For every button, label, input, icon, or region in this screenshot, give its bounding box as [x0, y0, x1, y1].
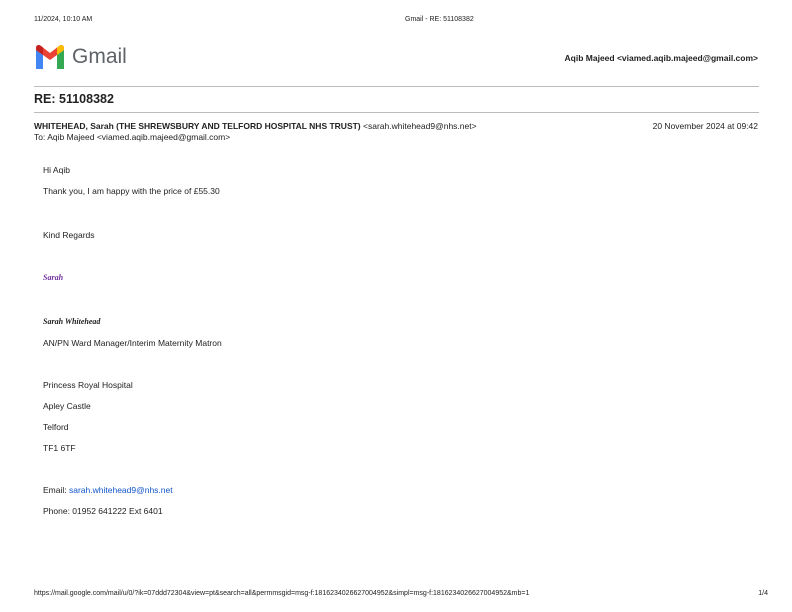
- greeting: Hi Aqib: [43, 165, 70, 175]
- recipient-line: To: Aqib Majeed <viamed.aqib.majeed@gmail.com>: [34, 132, 231, 142]
- gmail-m-icon: [34, 45, 66, 69]
- message-date: 20 November 2024 at 09:42: [652, 121, 758, 131]
- email-subject: RE: 51108382: [34, 92, 114, 106]
- address-line: Telford: [43, 422, 69, 432]
- signature-role: AN/PN Ward Manager/Interim Maternity Matron: [43, 338, 222, 348]
- sender-line: [34, 121, 477, 131]
- gmail-logo[interactable]: [34, 44, 129, 70]
- address-line: Apley Castle: [43, 401, 91, 411]
- footer-url: https://mail.google.com/mail/u/0/?ik=07ddd72304&view=pt&search=all&permmsgid=msg-f:1816234026627004952&simpl=msg-f:1816234026627004952&mb=1: [34, 590, 530, 597]
- email-label: Email:: [43, 485, 67, 495]
- closing: Kind Regards: [43, 230, 95, 240]
- signature-first-name: Sarah: [43, 273, 64, 282]
- print-datetime: 11/2024, 10:10 AM: [34, 16, 93, 23]
- header-divider: [34, 86, 759, 87]
- email-link[interactable]: sarah.whitehead9@nhs.net: [69, 485, 173, 495]
- sender-name: WHITEHEAD, Sarah (THE SHREWSBURY AND TELFORD HOSPITAL NHS TRUST): [34, 121, 361, 131]
- phone-line: Phone: 01952 641222 Ext 6401: [43, 506, 163, 516]
- address-line: TF1 6TF: [43, 443, 76, 453]
- sender-email[interactable]: <sarah.whitehead9@nhs.net>: [363, 121, 477, 131]
- address-line: Princess Royal Hospital: [43, 380, 133, 390]
- gmail-wordmark: Gmail: [72, 45, 127, 68]
- page-number: 1/4: [758, 590, 768, 597]
- email-line: [43, 485, 173, 495]
- signature-full-name: Sarah Whitehead: [43, 317, 101, 326]
- message-text: Thank you, I am happy with the price of £55.30: [43, 186, 220, 196]
- print-title: Gmail - RE: 51108382: [405, 16, 474, 23]
- account-identity: Aqib Majeed <viamed.aqib.majeed@gmail.com>: [564, 53, 758, 63]
- subject-divider: [34, 112, 759, 113]
